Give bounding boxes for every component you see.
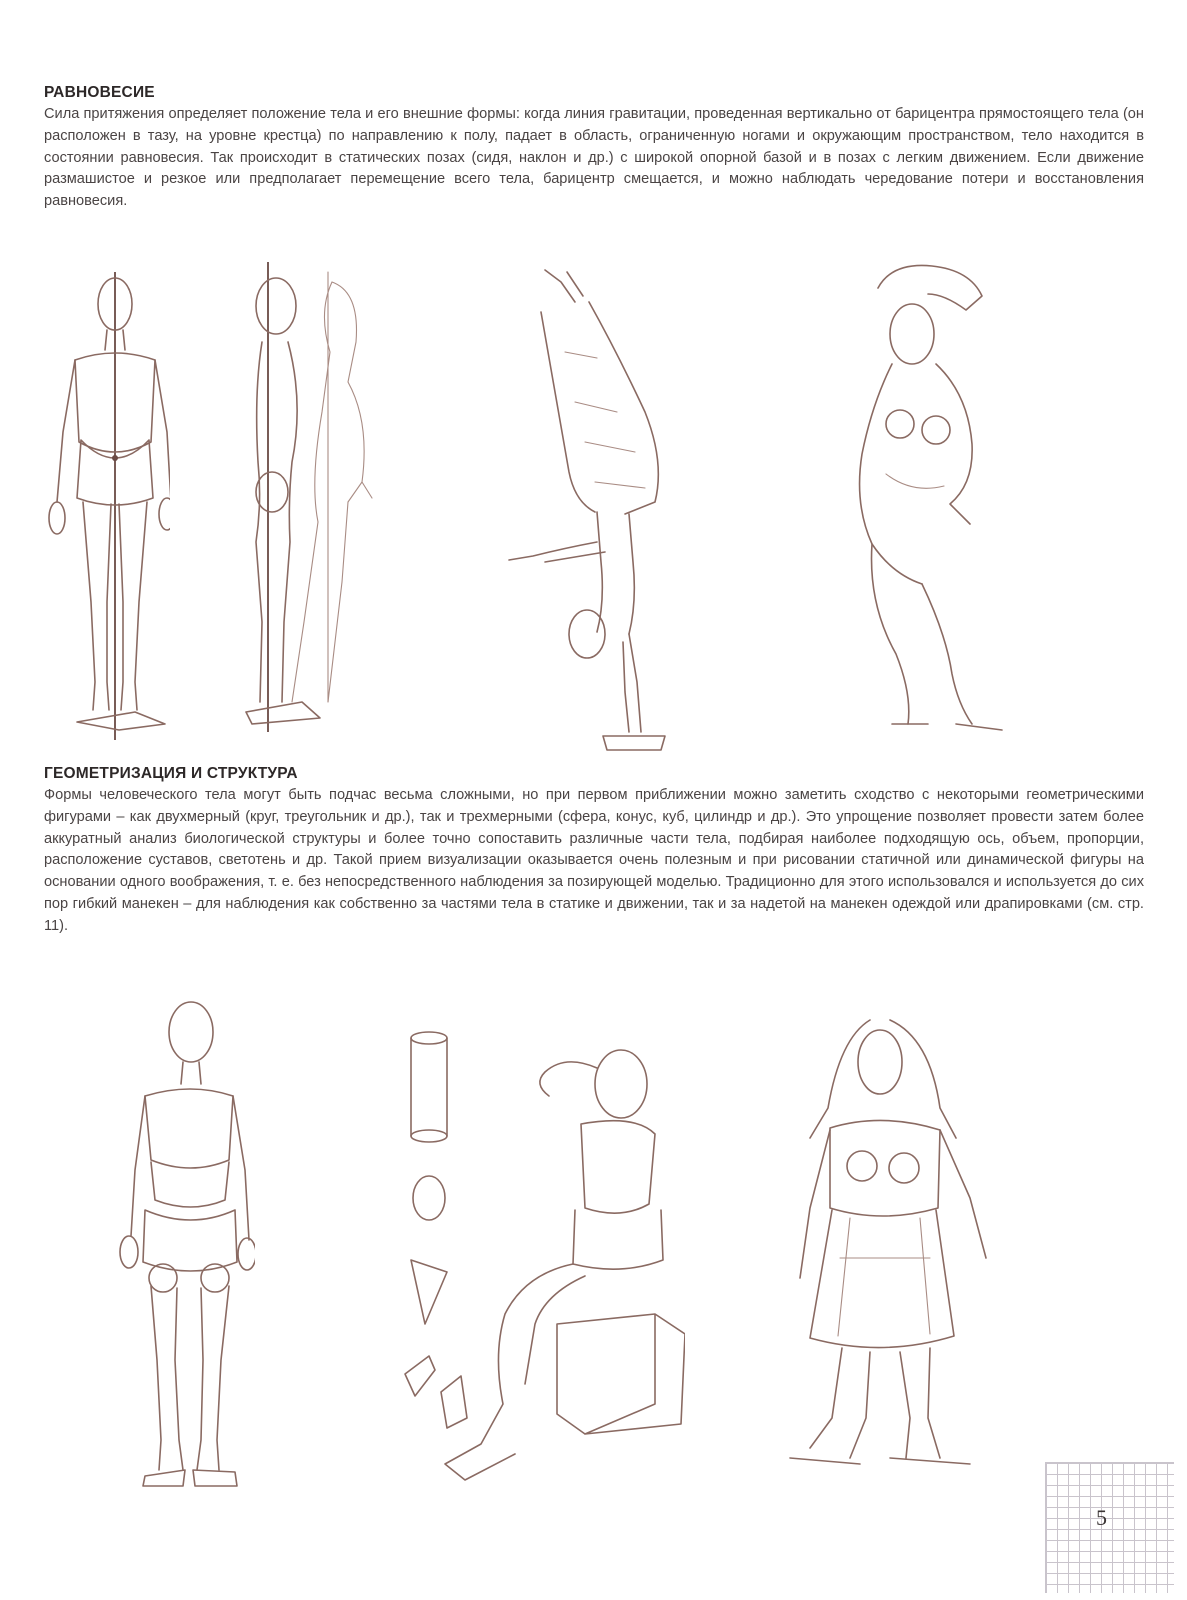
figure-wooden-mannequin (105, 1000, 255, 1500)
page-number: 5 (1096, 1505, 1107, 1530)
section-heading: РАВНОВЕСИЕ (44, 84, 155, 101)
section-balance (44, 84, 1144, 213)
section-heading: ГЕОМЕТРИЗАЦИЯ И СТРУКТУРА (44, 765, 298, 782)
figure-mannequin-back-view (35, 262, 170, 744)
page-number-grid (1045, 1462, 1174, 1593)
section-geometry (44, 765, 1144, 938)
section-paragraph: Сила притяжения определяет положение тела и его внешние формы: когда линия гравитации, проведенная вертикально от барицентра прямостоящего тела (он расположен в тазу, на уровне крестца) по направлению к полу, падает в область, ограниченную ногами и окружающим пространством, тело находится в состоянии равновесия. Так происходит в статических позах (сидя, наклон и др.) с широкой опорной базой и в позах с легким движением. Если движение размашистое и резкое или предполагает перемещение всего тела, барицентр смещается, и можно наблюдать чередование потери и восстановления равновесия. (44, 106, 1144, 210)
section-paragraph: Формы человеческого тела могут быть подчас весьма сложными, но при первом приближении можно заметить сходство с некоторыми геометрическими фигурами – как двухмерный (круг, треугольник и др.), так и трехмерными (сфера, конус, куб, цилиндр и др.). Это упрощение позволяет провести затем более аккуратный анализ биологической структуры и более точно сопоставить различные части тела, подбирая наиболее подходящую ось, объем, пропорции, расположение суставов, светотень и др. Такой прием визуализации оказывается очень полезным и при рисовании статичной или динамической фигуры на основании одного воображения, т. е. без непосредственного наблюдения за позирующей моделью. Традиционно для этого использовался и используется до сих пор гибкий манекен – для наблюдения как собственно за частями тела в статике и движении, так и за надетой на манекен одеждой или драпировками (см. стр. 11). (44, 787, 1144, 934)
figure-seated-with-primitives (385, 1024, 685, 1494)
figure-mannequin-side-views (232, 262, 382, 744)
figure-handstand (505, 262, 690, 754)
figure-standing-female-structure (770, 1018, 995, 1488)
figure-female-contrapposto (832, 254, 1017, 746)
